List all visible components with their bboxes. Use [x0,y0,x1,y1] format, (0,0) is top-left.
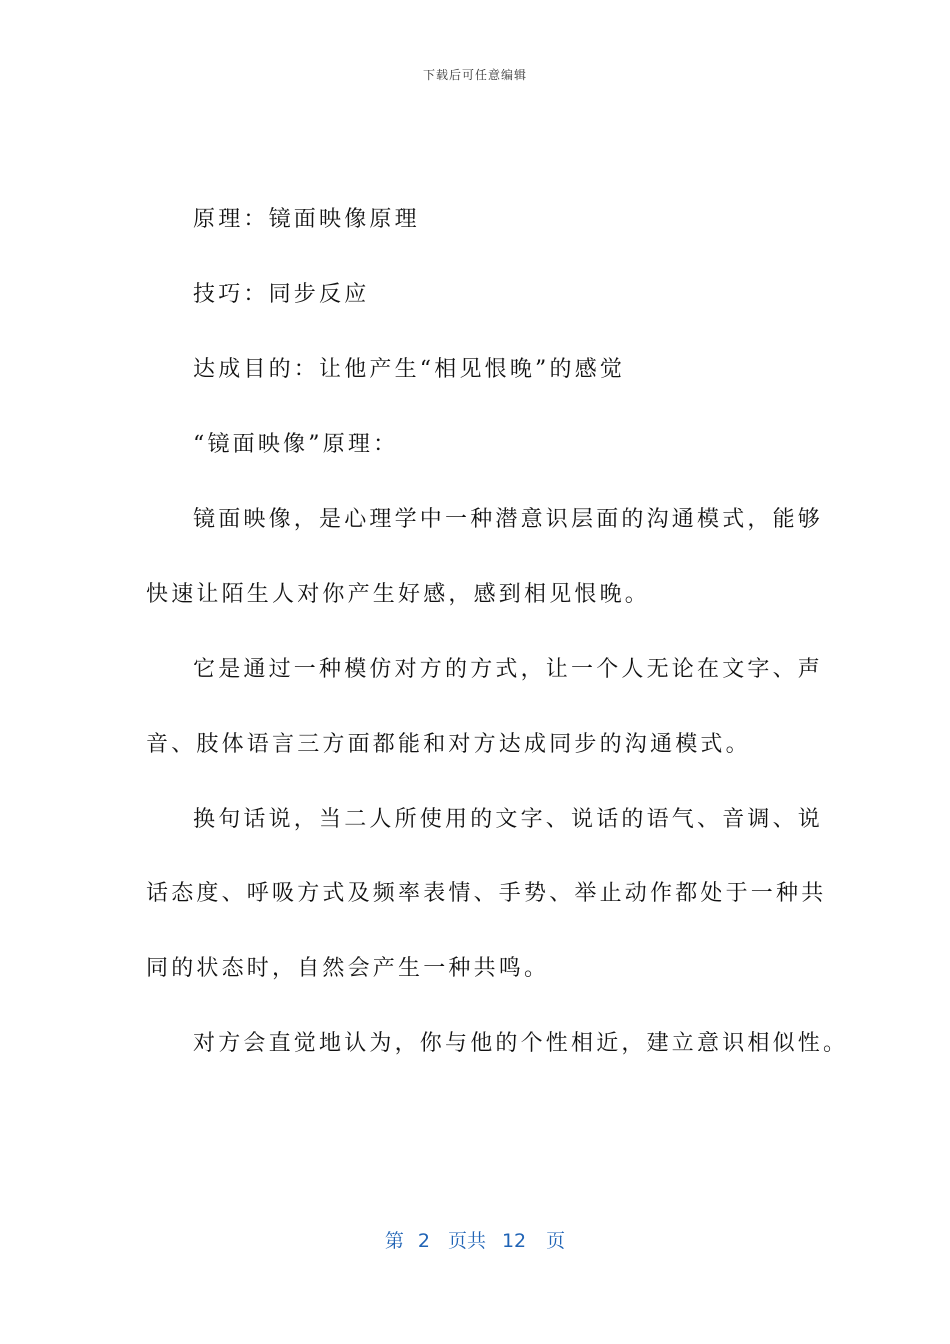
page-footer [0,1226,950,1253]
total-pages-number: 12 [501,1230,527,1252]
text-line: 技巧：同步反应 [193,282,370,307]
footer-prefix: 第 [384,1230,404,1252]
text-line: “镜面映像”原理： [193,432,399,457]
text-line: 对方会直觉地认为，你与他的个性相近，建立意识相似性。 [193,1031,849,1056]
text-line: 它是通过一种模仿对方的方式，让一个人无论在文字、声 [193,657,824,682]
current-page-number: 2 [417,1230,430,1252]
text-line: 镜面映像，是心理学中一种潜意识层面的沟通模式，能够 [193,507,824,532]
text-line: 同的状态时，自然会产生一种共鸣。 [146,956,550,981]
footer-middle: 页共 [447,1230,486,1252]
footer-suffix: 页 [546,1230,566,1252]
text-line: 换句话说，当二人所使用的文字、说话的语气、音调、说 [193,807,824,832]
text-line: 话态度、呼吸方式及频率表情、手势、举止动作都处于一种共 [146,881,827,906]
text-line: 音、肢体语言三方面都能和对方达成同步的沟通模式。 [146,732,751,757]
text-line: 快速让陌生人对你产生好感，感到相见恨晚。 [146,582,651,607]
text-line: 原理：镜面映像原理 [193,207,420,232]
page-header: 下载后可任意编辑 [422,68,527,82]
text-line: 达成目的：让他产生“相见恨晚”的感觉 [193,357,626,382]
